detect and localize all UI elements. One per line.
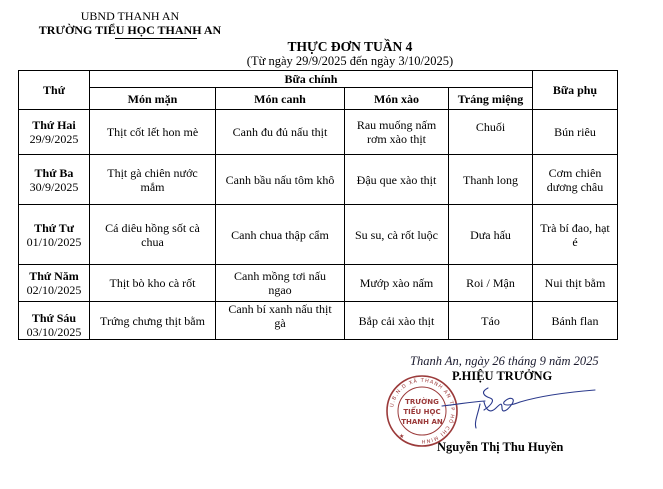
header-snack: Bữa phụ <box>533 71 618 110</box>
title-block <box>200 39 500 68</box>
day-date: 30/9/2025 <box>29 179 79 194</box>
trang-mieng-cell: Dưa hấu <box>449 205 533 265</box>
mon-man-cell: Thịt gà chiên nước mắm <box>90 155 216 205</box>
bua-phu-cell: Nui thịt bằm <box>533 265 618 302</box>
table-row <box>19 110 618 155</box>
trang-mieng-cell: Chuối <box>449 110 533 155</box>
school-name: TRƯỜNG TIỂU HỌC THANH AN <box>38 23 222 37</box>
day-cell <box>19 205 90 265</box>
day-cell <box>19 155 90 205</box>
issuing-authority: UBND THANH AN <box>80 9 180 23</box>
header-mon-canh: Món canh <box>216 88 345 110</box>
header-main-meal: Bữa chính <box>90 71 533 88</box>
mon-canh-cell: Canh mồng tơi nấu ngao <box>216 265 345 302</box>
mon-man-cell: Cá diêu hồng sốt cà chua <box>90 205 216 265</box>
mon-canh-cell: Canh chua thập cẩm <box>216 205 345 265</box>
header-day: Thứ <box>19 71 90 110</box>
table-row <box>19 155 618 205</box>
mon-xao-cell: Rau muống nấm rơm xào thịt <box>345 110 449 155</box>
signer-name: Nguyễn Thị Thu Huyền <box>437 440 564 454</box>
date-range: (Từ ngày 29/9/2025 đến ngày 3/10/2025) <box>246 54 454 68</box>
svg-text:TRƯỜNG: TRƯỜNG <box>405 398 439 406</box>
bua-phu-cell: Cơm chiên dương châu <box>533 155 618 205</box>
mon-man-cell: Trứng chưng thịt bằm <box>90 302 216 340</box>
svg-text:U.B.N.D XÃ THANH AN T.P HỒ CHÍ: U.B.N.D XÃ THANH AN T.P HỒ CHÍ MINH <box>389 377 456 445</box>
letterhead-underline <box>115 38 197 39</box>
day-name: Thứ Năm <box>29 269 79 283</box>
mon-xao-cell: Mướp xào nấm <box>345 265 449 302</box>
day-cell <box>19 265 90 302</box>
signer-role: P.HIỆU TRƯỞNG <box>452 369 553 383</box>
mon-canh-cell: Canh bí xanh nấu thịt gà <box>216 302 345 340</box>
table-row <box>19 302 618 340</box>
day-date: 29/9/2025 <box>29 132 79 146</box>
svg-text:THANH AN: THANH AN <box>401 418 443 426</box>
mon-canh-cell: Canh đu đủ nấu thịt <box>216 110 345 155</box>
day-name: Thứ Sáu <box>31 311 77 325</box>
day-date: 01/10/2025 <box>26 234 82 249</box>
day-cell <box>19 302 90 340</box>
svg-text:TIỂU HỌC: TIỂU HỌC <box>403 408 441 416</box>
mon-man-cell: Thịt bò kho cà rốt <box>90 265 216 302</box>
day-date: 02/10/2025 <box>26 283 82 297</box>
letterhead <box>30 9 230 37</box>
bua-phu-cell: Trà bí đao, hạt é <box>533 205 618 265</box>
bua-phu-cell: Bún riêu <box>533 110 618 155</box>
weekly-menu-table <box>18 70 618 340</box>
day-date: 03/10/2025 <box>26 325 82 339</box>
trang-mieng-cell: Thanh long <box>449 155 533 205</box>
mon-canh-cell: Canh bầu nấu tôm khô <box>216 155 345 205</box>
header-row-2 <box>19 88 618 110</box>
day-cell <box>19 110 90 155</box>
header-row-1 <box>19 71 618 88</box>
table-row <box>19 205 618 265</box>
page-title: THỰC ĐƠN TUẦN 4 <box>287 39 413 54</box>
mon-man-cell: Thịt cốt lết hon mè <box>90 110 216 155</box>
bua-phu-cell: Bánh flan <box>533 302 618 340</box>
header-mon-man: Món mặn <box>90 88 216 110</box>
place-date: Thanh An, ngày 26 tháng 9 năm 2025 <box>410 354 599 368</box>
svg-text:★: ★ <box>399 434 405 440</box>
day-name: Thứ Ba <box>34 165 74 180</box>
day-name: Thứ Hai <box>32 118 76 132</box>
day-name: Thứ Tư <box>34 220 74 235</box>
trang-mieng-cell: Táo <box>449 302 533 340</box>
header-mon-xao: Món xào <box>345 88 449 110</box>
mon-xao-cell: Đậu que xào thịt <box>345 155 449 205</box>
trang-mieng-cell: Roi / Mận <box>449 265 533 302</box>
mon-xao-cell: Bắp cải xào thịt <box>345 302 449 340</box>
mon-xao-cell: Su su, cà rốt luộc <box>345 205 449 265</box>
header-trang-mieng: Tráng miệng <box>449 88 533 110</box>
table-row <box>19 265 618 302</box>
signature-icon <box>440 384 600 434</box>
